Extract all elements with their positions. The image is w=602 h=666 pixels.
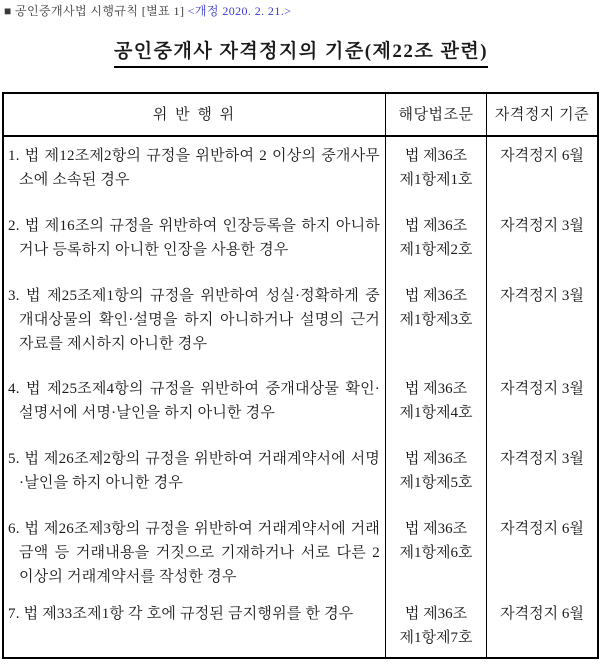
table-row	[4, 277, 597, 370]
revision-note-link[interactable]: <개정 2020. 2. 21.>	[187, 4, 292, 18]
violation-cell: 3. 법 제25조제1항의 규정을 위반하여 성실·정확하게 중개대상물의 확인·설명을 하지 아니하거나 설명의 근거자료를 제시하지 아니한 경우	[4, 277, 386, 370]
table-row	[4, 595, 597, 657]
table-row	[4, 137, 597, 207]
table-row	[4, 207, 597, 277]
law-ref-line2: 제1항제2호	[399, 242, 473, 258]
law-ref-line1: 법 제36조	[404, 148, 468, 164]
suspension-cell: 자격정지 3월	[500, 451, 584, 467]
law-ref-line1: 법 제36조	[404, 451, 468, 467]
table-header-row	[4, 94, 597, 137]
source-line	[4, 2, 291, 19]
title-wrap	[0, 36, 602, 68]
law-ref-line1: 법 제36조	[404, 288, 468, 304]
law-ref-line2: 제1항제3호	[399, 312, 473, 328]
page-title: 공인중개사 자격정지의 기준(제22조 관련)	[114, 36, 488, 68]
law-ref-cell	[386, 440, 487, 510]
suspension-cell: 자격정지 3월	[500, 288, 584, 304]
violation-cell: 6. 법 제26조제3항의 규정을 위반하여 거래계약서에 거래금액 등 거래내용을 거짓으로 기재하거나 서로 다른 2 이상의 거래계약서를 작성한 경우	[4, 510, 386, 595]
suspension-standards-table	[2, 92, 599, 659]
violation-cell: 7. 법 제33조제1항 각 호에 규정된 금지행위를 한 경우	[4, 595, 386, 657]
law-ref-line2: 제1항제4호	[399, 405, 473, 421]
suspension-cell: 자격정지 3월	[500, 381, 584, 397]
law-ref-cell	[386, 207, 487, 277]
law-ref-cell	[386, 277, 487, 370]
header-standard: 자격정지 기준	[494, 107, 590, 123]
table-row	[4, 440, 597, 510]
law-ref-line2: 제1항제6호	[399, 545, 473, 561]
law-ref-line1: 법 제36조	[404, 521, 468, 537]
suspension-cell: 자격정지 6월	[500, 148, 584, 164]
law-ref-line2: 제1항제1호	[399, 172, 473, 188]
law-ref-cell	[386, 510, 487, 595]
suspension-cell: 자격정지 6월	[500, 521, 584, 537]
suspension-cell: 자격정지 3월	[500, 218, 584, 234]
header-violation: 위 반 행 위	[4, 94, 386, 135]
violation-cell: 4. 법 제25조제4항의 규정을 위반하여 중개대상물 확인·설명서에 서명·날인을 하지 아니한 경우	[4, 370, 386, 440]
table-row	[4, 370, 597, 440]
law-ref-line2: 제1항제7호	[399, 630, 473, 646]
law-ref-cell	[386, 370, 487, 440]
law-ref-line1: 법 제36조	[404, 218, 468, 234]
law-ref-line2: 제1항제5호	[399, 475, 473, 491]
violation-cell: 2. 법 제16조의 규정을 위반하여 인장등록을 하지 아니하거나 등록하지 아니한 인장을 사용한 경우	[4, 207, 386, 277]
law-ref-line1: 법 제36조	[404, 381, 468, 397]
violation-cell: 1. 법 제12조제2항의 규정을 위반하여 2 이상의 중개사무소에 소속된 경우	[4, 137, 386, 207]
law-ref-line1: 법 제36조	[404, 606, 468, 622]
header-law-ref: 해당법조문	[386, 94, 487, 135]
suspension-cell: 자격정지 6월	[500, 606, 584, 622]
source-line-text: ■ 공인중개사법 시행규칙 [별표 1]	[4, 4, 185, 18]
law-ref-cell	[386, 595, 487, 657]
law-ref-cell	[386, 137, 487, 207]
table-row	[4, 510, 597, 595]
violation-cell: 5. 법 제26조제2항의 규정을 위반하여 거래계약서에 서명·날인을 하지 아니한 경우	[4, 440, 386, 510]
